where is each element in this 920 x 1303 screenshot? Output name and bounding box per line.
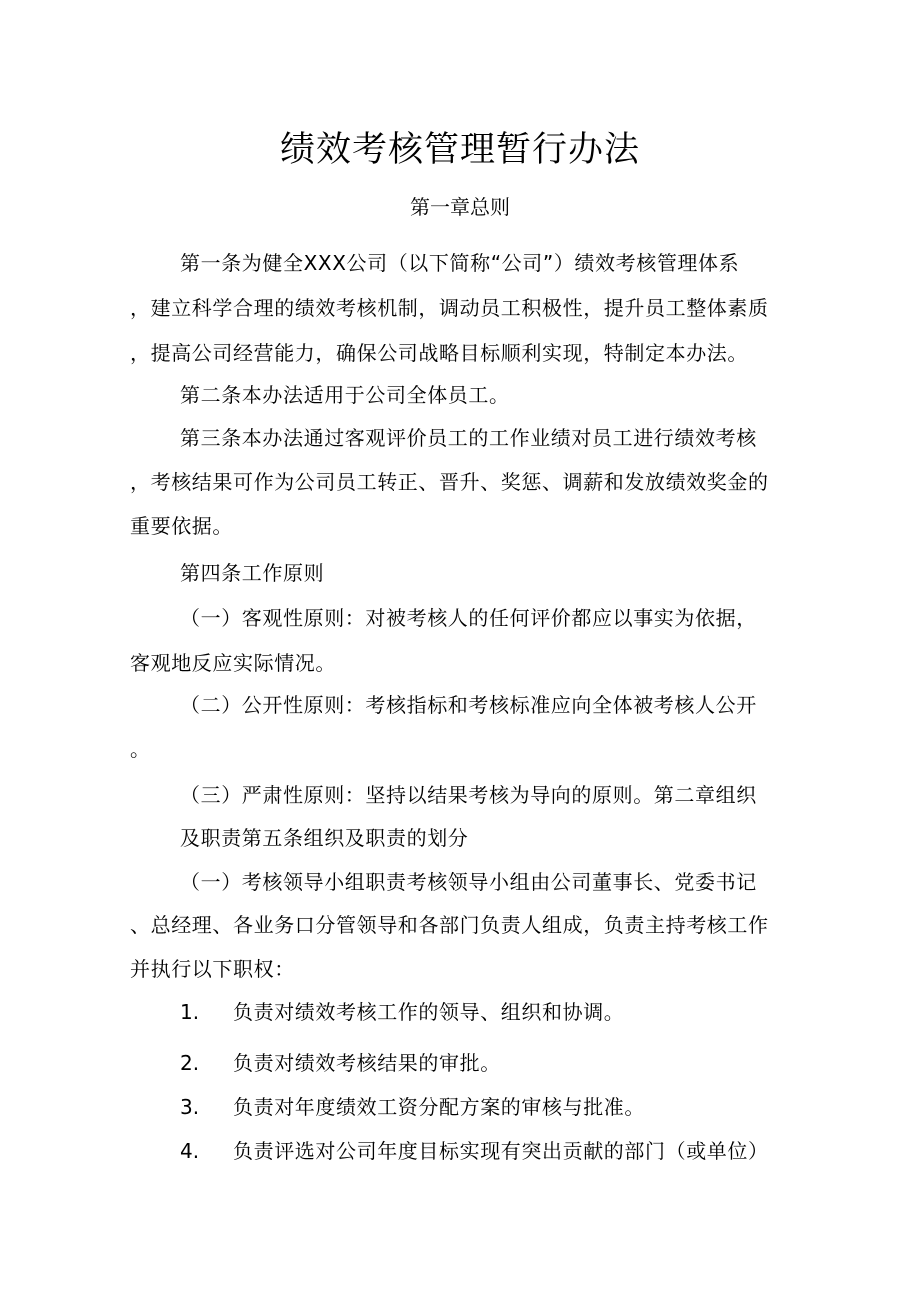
paragraph-line: 第四条工作原则 — [180, 561, 325, 585]
list-item-text: 负责评选对公司年度目标实现有突出贡献的部门（或单位） — [233, 1139, 769, 1163]
paragraph-line: （三）严肃性原则：坚持以结果考核为导向的原则。第二章组织 — [180, 783, 757, 807]
document-title: 绩效考核管理暂行办法 — [279, 130, 640, 170]
list-item-number: 2. — [180, 1051, 200, 1075]
list-item-number: 1. — [180, 1000, 200, 1024]
paragraph-line: （一）客观性原则：对被考核人的任何评价都应以事实为依据， — [180, 606, 757, 630]
paragraph-line: 客观地反应实际情况。 — [130, 651, 336, 675]
list-item-text: 负责对绩效考核工作的领导、组织和协调。 — [233, 1000, 625, 1024]
paragraph-line: （一）考核领导小组职责考核领导小组由公司董事长、党委书记 — [180, 870, 757, 894]
paragraph-line: 第二条本办法适用于公司全体员工。 — [180, 383, 510, 407]
paragraph-line: （二）公开性原则：考核指标和考核标准应向全体被考核人公开 — [180, 693, 757, 717]
list-item-text: 负责对年度绩效工资分配方案的审核与批准。 — [233, 1095, 645, 1119]
paragraph-line: 、总经理、各业务口分管领导和各部门负责人组成，负责主持考核工作 — [130, 913, 769, 937]
paragraph-line: ，建立科学合理的绩效考核机制，调动员工积极性，提升员工整体素质 — [130, 296, 769, 320]
paragraph-line: 及职责第五条组织及职责的划分 — [180, 826, 469, 850]
paragraph-line: ，考核结果可作为公司员工转正、晋升、奖惩、调薪和发放绩效奖金的 — [130, 470, 769, 494]
paragraph-line: 第一条为健全XXX公司（以下简称“公司”）绩效考核管理体系 — [180, 251, 740, 275]
list-item-number: 3. — [180, 1095, 200, 1119]
list-item-number: 4. — [180, 1139, 200, 1163]
paragraph-line: 。 — [130, 737, 151, 761]
paragraph-line: ，提高公司经营能力，确保公司战略目标顺利实现，特制定本办法。 — [130, 341, 748, 365]
paragraph-line: 重要依据。 — [130, 514, 233, 538]
chapter-heading: 第一章总则 — [410, 195, 510, 219]
paragraph-line: 第三条本办法通过客观评价员工的工作业绩对员工进行绩效考核 — [180, 426, 757, 450]
paragraph-line: 并执行以下职权： — [130, 957, 295, 981]
list-item-text: 负责对绩效考核结果的审批。 — [233, 1051, 501, 1075]
